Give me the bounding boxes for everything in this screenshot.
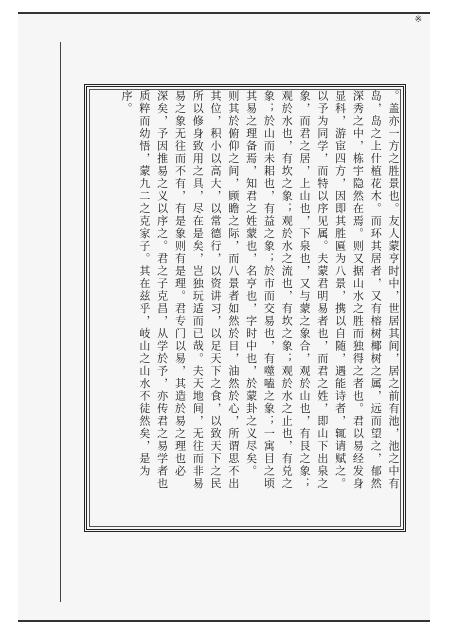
text-column: 易之象无往而不有，有是象则有是理。君专门以易，其造於易之理也必 <box>173 90 187 478</box>
text-column: 观於水也，有坎之象；观於水之流也，有坎之象；观於水之止也，有兑之 <box>280 90 294 490</box>
text-column: 象；於山而未耜也，有益之象；於市而交易也，有噬嗑之象；一寓目之顷 <box>262 90 276 490</box>
text-column: 深矣，予因推易之义以序之。君之子克昌，从学於予，亦传君之易学者也 <box>155 90 169 490</box>
text-column: 以予为同学，而特以序见属。夫蒙君明易者也，而君之姓，即山下出泉之 <box>315 90 329 490</box>
top-rule <box>18 12 430 14</box>
corner-mark: ※ <box>414 15 422 25</box>
text-column: 象，而君之居，上山也，下泉也，又与蒙之象合，观於山也，有艮之象； <box>298 90 312 490</box>
bottom-rule <box>18 620 430 622</box>
text-column: 所以修身致用之具，尽在是矣，岂独玩适而已哉。夫天地间，无往而非易 <box>191 90 205 490</box>
text-column: 其位，积小以高大，以常德行，以资讲习，以足天下之食，以致天下之民 <box>209 90 223 490</box>
gutter-line <box>60 42 61 602</box>
vertical-text-block <box>90 90 402 526</box>
text-column: 序。 <box>120 90 134 115</box>
text-column: 显科，游宦四方，因即其胜匾为八景，携以自随，遇能诗者，辄请赋之。 <box>333 90 347 490</box>
text-column: 岛，岛之上什植花木。而环其居者，又有榕树椰树之属，远而望之，郁然 <box>369 90 383 490</box>
text-column: 则其於俯仰之间，顾瞻之际，而八景者如然於目，油然於心，所谓思不出 <box>226 90 240 490</box>
document-page <box>18 12 430 622</box>
text-column: 深秀之中，栋宇隐然在焉。则又据山水之胜而独得之者也。君以易经发身 <box>351 90 365 490</box>
text-column: 质粹而幼悟，蒙九二之克家子。其在兹乎，岐山之山水不徒然矣，是为 <box>137 90 151 478</box>
text-column: 。盖亦一方之胜景也。友人蒙亨时中，世居其间，居之前有池，池之中有 <box>387 90 400 490</box>
text-column: 其易之理备焉，知君之姓蒙也，名亨也，字时中也，於蒙卦之义尽矣。 <box>244 90 258 478</box>
